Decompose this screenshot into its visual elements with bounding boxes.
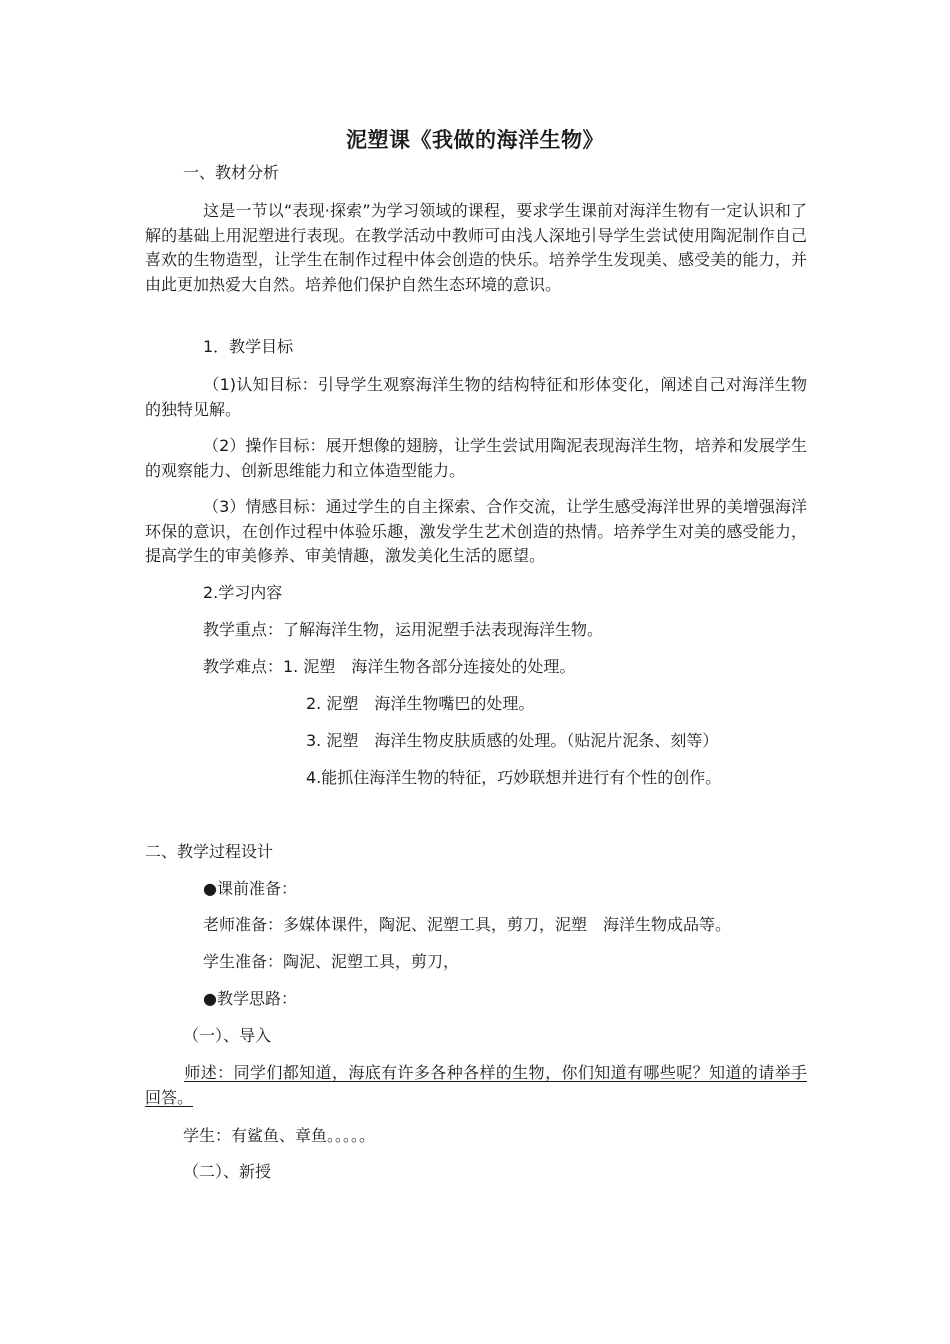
goal1-paragraph [145, 373, 807, 422]
student-prep: 学生准备：陶泥、泥塑工具，剪刀， [203, 952, 460, 971]
part1-heading: （一）、导入 [183, 1026, 272, 1045]
document-title: 泥塑课《我做的海洋生物》 [346, 128, 604, 152]
intro-text: 这是一节以“表现·探索”为学习领域的课程，要求学生课前对海洋生物有一定认识和了解的基础上用泥塑进行表现。在教学活动中教师可由浅人深地引导学生尝试使用陶泥制作自己喜欢的生物造型，让学生在制作过程中体会创造的快乐。培养学生发现美、感受美的能力，并由此更加热爱大自然。培养他们保护自然生态环境的意识。 [145, 201, 807, 294]
goals-heading: 1．教学目标 [203, 337, 294, 356]
teacher-says-paragraph [145, 1061, 807, 1110]
difficulty-item-4: 4.能抓住海洋生物的特征，巧妙联想并进行有个性的创作。 [306, 768, 722, 787]
goal2-paragraph [145, 434, 807, 483]
difficulty-item-1: 教学难点：1. 泥塑 海洋生物各部分连接处的处理。 [203, 657, 576, 676]
intro-paragraph [145, 199, 807, 297]
student-answer: 学生：有鲨鱼、章鱼。。。。。 [183, 1126, 376, 1145]
section2-heading: 二、教学过程设计 [145, 842, 274, 861]
section1-heading: 一、教材分析 [183, 163, 280, 182]
key-point: 教学重点：了解海洋生物，运用泥塑手法表现海洋生物。 [203, 620, 604, 639]
approach-heading: ●教学思路： [203, 989, 297, 1008]
prep-heading: ●课前准备： [203, 879, 297, 898]
difficulty-item-2: 2. 泥塑 海洋生物嘴巴的处理。 [306, 694, 535, 713]
part2-heading: （二）、新授 [183, 1162, 272, 1181]
goal3-text: （3）情感目标：通过学生的自主探索、合作交流，让学生感受海洋世界的美增强海洋环保的意识，在创作过程中体验乐趣，激发学生艺术创造的热情。培养学生对美的感受能力，提高学生的审美修养、审美情趣，激发美化生活的愿望。 [145, 497, 807, 565]
teacher-says-text: 师述：同学们都知道，海底有许多各种各样的生物，你们知道有哪些呢？知道的请举手回答。 [145, 1063, 807, 1107]
teacher-prep: 老师准备：多媒体课件，陶泥、泥塑工具，剪刀，泥塑 海洋生物成品等。 [203, 915, 732, 934]
goal1-text: （1)认知目标：引导学生观察海洋生物的结构特征和形体变化，阐述自己对海洋生物的独特见解。 [145, 375, 807, 419]
goal2-text: （2）操作目标：展开想像的翅膀，让学生尝试用陶泥表现海洋生物，培养和发展学生的观察能力、创新思维能力和立体造型能力。 [145, 436, 807, 480]
goal3-paragraph [145, 495, 807, 569]
content-heading: 2.学习内容 [203, 583, 283, 602]
difficulty-item-3: 3. 泥塑 海洋生物皮肤质感的处理。（贴泥片泥条、刻等） [306, 731, 719, 750]
